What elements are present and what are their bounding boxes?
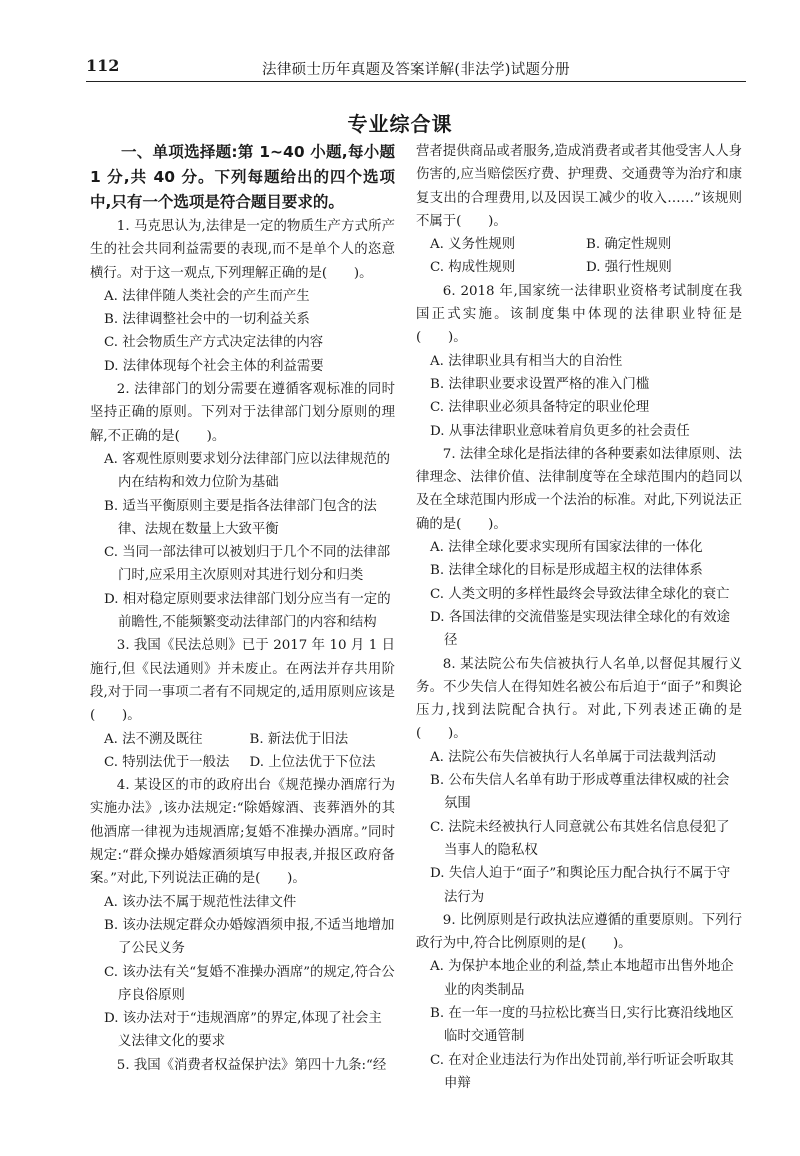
- option: B. 在一年一度的马拉松比赛当日,实行比赛沿线地区临时交通管制: [430, 1005, 734, 1045]
- option: B. 公布失信人名单有助于形成尊重法律权威的社会氛围: [430, 773, 730, 812]
- option: C. 社会物质生产方式决定法律的内容: [104, 335, 324, 351]
- question-stem: 7. 法律全球化是指法律的各种要素如法律原则、法律理念、法律价值、法律制度等在全球范围内的趋同以及在全球范围内形成一个法治的标准。对此,下列说法正确的是( )。: [416, 446, 742, 532]
- question-stem: 3. 我国《民法总则》已于 2017 年 10 月 1 日施行,但《民法通则》并未废止。在两法并存共用阶段,对于同一事项二者有不同规定的,适用原则应该是( )。: [90, 638, 395, 724]
- option: D. 相对稳定原则要求法律部门划分应当有一定的前瞻性,不能频繁变动法律部门的内容和结构: [104, 591, 391, 631]
- option: C. 构成性规则: [430, 260, 516, 276]
- question-stem: 8. 某法院公布失信被执行人名单,以督促其履行义务。不少失信人在得知姓名被公布后迫于“面子”和舆论压力,找到法院配合执行。对此,下列表述正确的是( )。: [416, 656, 742, 742]
- option-list: [90, 448, 395, 634]
- option: A. 法律伴随人类社会的产生而产生: [104, 288, 310, 304]
- option: A. 法院公布失信被执行人名单属于司法裁判活动: [430, 749, 716, 765]
- left-column: [90, 140, 395, 1077]
- option: A. 法律职业具有相当大的自治性: [430, 353, 623, 369]
- question-stem-part2: 营者提供商品或者服务,造成消费者或者其他受害人人身伤害的,应当赔偿医疗费、护理费、交通费等为治疗和康复支出的合理费用,以及因误工减少的收入……”该规则不属于( )。: [416, 144, 742, 229]
- option: A. 为保护本地企业的利益,禁止本地超市出售外地企业的肉类制品: [430, 959, 734, 998]
- option: D. 从事法律职业意味着肩负更多的社会责任: [430, 423, 690, 439]
- running-title: 法律硕士历年真题及答案详解(非法学)试题分册: [262, 62, 570, 78]
- page-number: 112: [86, 56, 120, 75]
- option: C. 在对企业违法行为作出处罚前,举行听证会听取其申辩: [430, 1052, 734, 1091]
- option: C. 人类文明的多样性最终会导致法律全球化的衰亡: [430, 586, 730, 602]
- question-stem: 4. 某设区的市的政府出台《规范操办酒席行为实施办法》,该办法规定:“除婚嫁酒、丧葬酒外的其他酒席一律视为违规酒席;复婚不准操办酒席。”同时规定:“群众操办婚嫁酒须填写申报表,并报区政府备案。”对此,下列说法正确的是( )。: [90, 778, 395, 887]
- right-column: [416, 140, 742, 1095]
- option: A. 法律全球化要求实现所有国家法律的一体化: [430, 540, 703, 556]
- option: D. 该办法对于“违规酒席”的界定,体现了社会主义法律文化的要求: [104, 1011, 382, 1050]
- option: D. 强行性规则: [586, 260, 672, 276]
- option-row: [90, 751, 395, 774]
- option: B. 新法优于旧法: [249, 731, 349, 747]
- question-stem: 2. 法律部门的划分需要在遵循客观标准的同时坚持正确的原则。下列对于法律部门划分原则的理解,不正确的是( )。: [90, 382, 395, 444]
- question-stem: 1. 马克思认为,法律是一定的物质生产方式所产生的社会共同利益需要的表现,而不是单个人的恣意横行。对于这一观点,下列理解正确的是( )。: [90, 219, 395, 281]
- option: D. 各国法律的交流借鉴是实现法律全球化的有效途径: [430, 609, 730, 649]
- option: A. 客观性原则要求划分法律部门应以法律规范的内在结构和效力位阶为基础: [104, 451, 390, 491]
- option: C. 当同一部法律可以被划归于几个不同的法律部门时,应采用主次原则对其进行划分和归类: [104, 545, 391, 584]
- header-rule: [86, 81, 746, 82]
- option: B. 该办法规定群众办婚嫁酒须申报,不适当地增加了公民义务: [104, 917, 395, 957]
- question-stem: 9. 比例原则是行政执法应遵循的重要原则。下列行政行为中,符合比例原则的是( )。: [416, 912, 742, 952]
- option: B. 适当平衡原则主要是指各法律部门包含的法律、法规在数量上大致平衡: [104, 498, 377, 537]
- option-list: [416, 746, 742, 909]
- option-list: [416, 536, 742, 652]
- option-list: [416, 350, 742, 443]
- option: A. 法不溯及既往: [104, 731, 203, 747]
- option-row: [90, 728, 395, 751]
- option: D. 法律体现每个社会主体的利益需要: [104, 358, 324, 374]
- option-row: [416, 233, 742, 256]
- option: B. 确定性规则: [586, 237, 672, 253]
- option-row: [416, 256, 742, 279]
- option: D. 失信人迫于“面子”和舆论压力配合执行不属于守法行为: [430, 866, 731, 905]
- question-stem: 6. 2018 年,国家统一法律职业资格考试制度在我国正式实施。该制度集中体现的法律职业特征是( )。: [416, 283, 742, 346]
- section-title: 专业综合课: [347, 112, 453, 136]
- option: A. 该办法不属于规范性法律文件: [104, 894, 297, 910]
- option: B. 法律职业要求设置严格的准入门槛: [430, 376, 650, 392]
- page-header: [86, 50, 746, 76]
- option: C. 法律职业必须具备特定的职业伦理: [430, 400, 650, 416]
- option: C. 特别法优于一般法: [104, 754, 230, 770]
- option: B. 法律全球化的目标是形成超主权的法律体系: [430, 563, 703, 579]
- option: C. 法院未经被执行人同意就公布其姓名信息侵犯了当事人的隐私权: [430, 819, 730, 858]
- part-heading: 一、单项选择题:第 1~40 小题,每小题 1 分,共 40 分。下列每题给出的四个选项中,只有一个选项是符合题目要求的。: [90, 143, 395, 211]
- option-list: [416, 955, 742, 1095]
- option: B. 法律调整社会中的一切利益关系: [104, 312, 310, 328]
- option: D. 上位法优于下位法: [249, 754, 376, 770]
- question-stem-part1: 5. 我国《消费者权益保护法》第四十九条:“经: [116, 1057, 387, 1073]
- option-list: [90, 891, 395, 1054]
- option-list: [90, 285, 395, 378]
- option: C. 该办法有关“复婚不准操办酒席”的规定,符合公序良俗原则: [104, 964, 395, 1003]
- option: A. 义务性规则: [430, 237, 516, 253]
